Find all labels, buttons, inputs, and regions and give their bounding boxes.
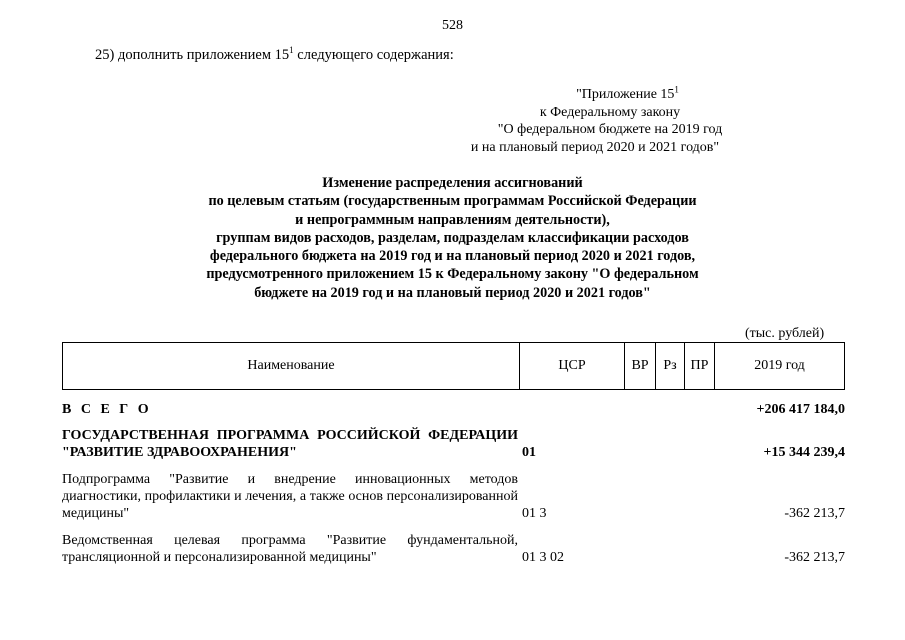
appendix-line-4: и на плановый период 2020 и 2021 годов" [470,139,720,155]
row-name: Ведомственная целевая программа "Развитие фундаментальной, трансляционной и персонализированной медицины" [62,533,518,565]
units-label: (тыс. рублей) [745,326,825,341]
title-line: и непрограммным направлениям деятельности), [295,211,610,228]
header-pr: ПР [685,343,715,390]
header-csr: ЦСР [520,343,625,390]
table-header [62,342,845,390]
title-line: федерального бюджета на 2019 год и на плановый период 2020 и 2021 годов, [209,248,696,265]
header-vr: ВР [625,343,656,390]
row-amount: -362 213,7 [784,550,845,565]
appendix-line-1: "Приложение $15^1$ [576,84,679,102]
row-csr: 01 3 [522,506,547,521]
row-csr: 01 [522,445,536,460]
row-name: Подпрограмма "Развитие и внедрение инновационных методов диагностики, профилактики и лечения, а также основ персонализированной медицины" [62,472,518,521]
header-rz: Рз [656,343,685,390]
header-name: Наименование [63,343,520,390]
intro-suffix: следующего содержания: [293,47,454,63]
table-row-total [62,401,845,421]
intro-prefix: 25) дополнить приложением 15 [95,47,290,63]
title-line: по целевым статьям (государственным программам Российской Федерации [208,193,697,210]
table-row [62,471,845,523]
header-year: 2019 год [715,343,845,390]
table-row [62,427,845,465]
table-row [62,532,845,568]
intro-superscript: 1 [289,45,294,56]
title-line: предусмотренного приложением 15 к Федеральному закону "О федеральном [206,266,699,283]
intro-text [95,47,454,64]
appendix-header [440,86,780,156]
row-amount: -362 213,7 [784,506,845,521]
title-line: группам видов расходов, разделам, подразделам классификации расходов [216,229,689,246]
title-line: бюджете на 2019 год и на плановый период 2020 и 2021 годов" [254,284,651,301]
appendix-line-2: к Федеральному закону [539,104,681,120]
document-title [0,174,905,302]
row-amount: +206 417 184,0 [756,402,845,417]
row-name: В С Е Г О [62,402,152,417]
appendix-line-3: "О федеральном бюджете на 2019 год [497,122,723,137]
row-amount: +15 344 239,4 [763,445,845,460]
title-line: Изменение распределения ассигнований [322,175,583,191]
row-name: ГОСУДАРСТВЕННАЯ ПРОГРАММА РОССИЙСКОЙ ФЕДЕРАЦИИ "РАЗВИТИЕ ЗДРАВООХРАНЕНИЯ" [62,428,518,460]
page-number: 528 [442,18,463,33]
appendix-superscript: 1 [674,84,679,95]
row-csr: 01 3 02 [522,550,564,565]
